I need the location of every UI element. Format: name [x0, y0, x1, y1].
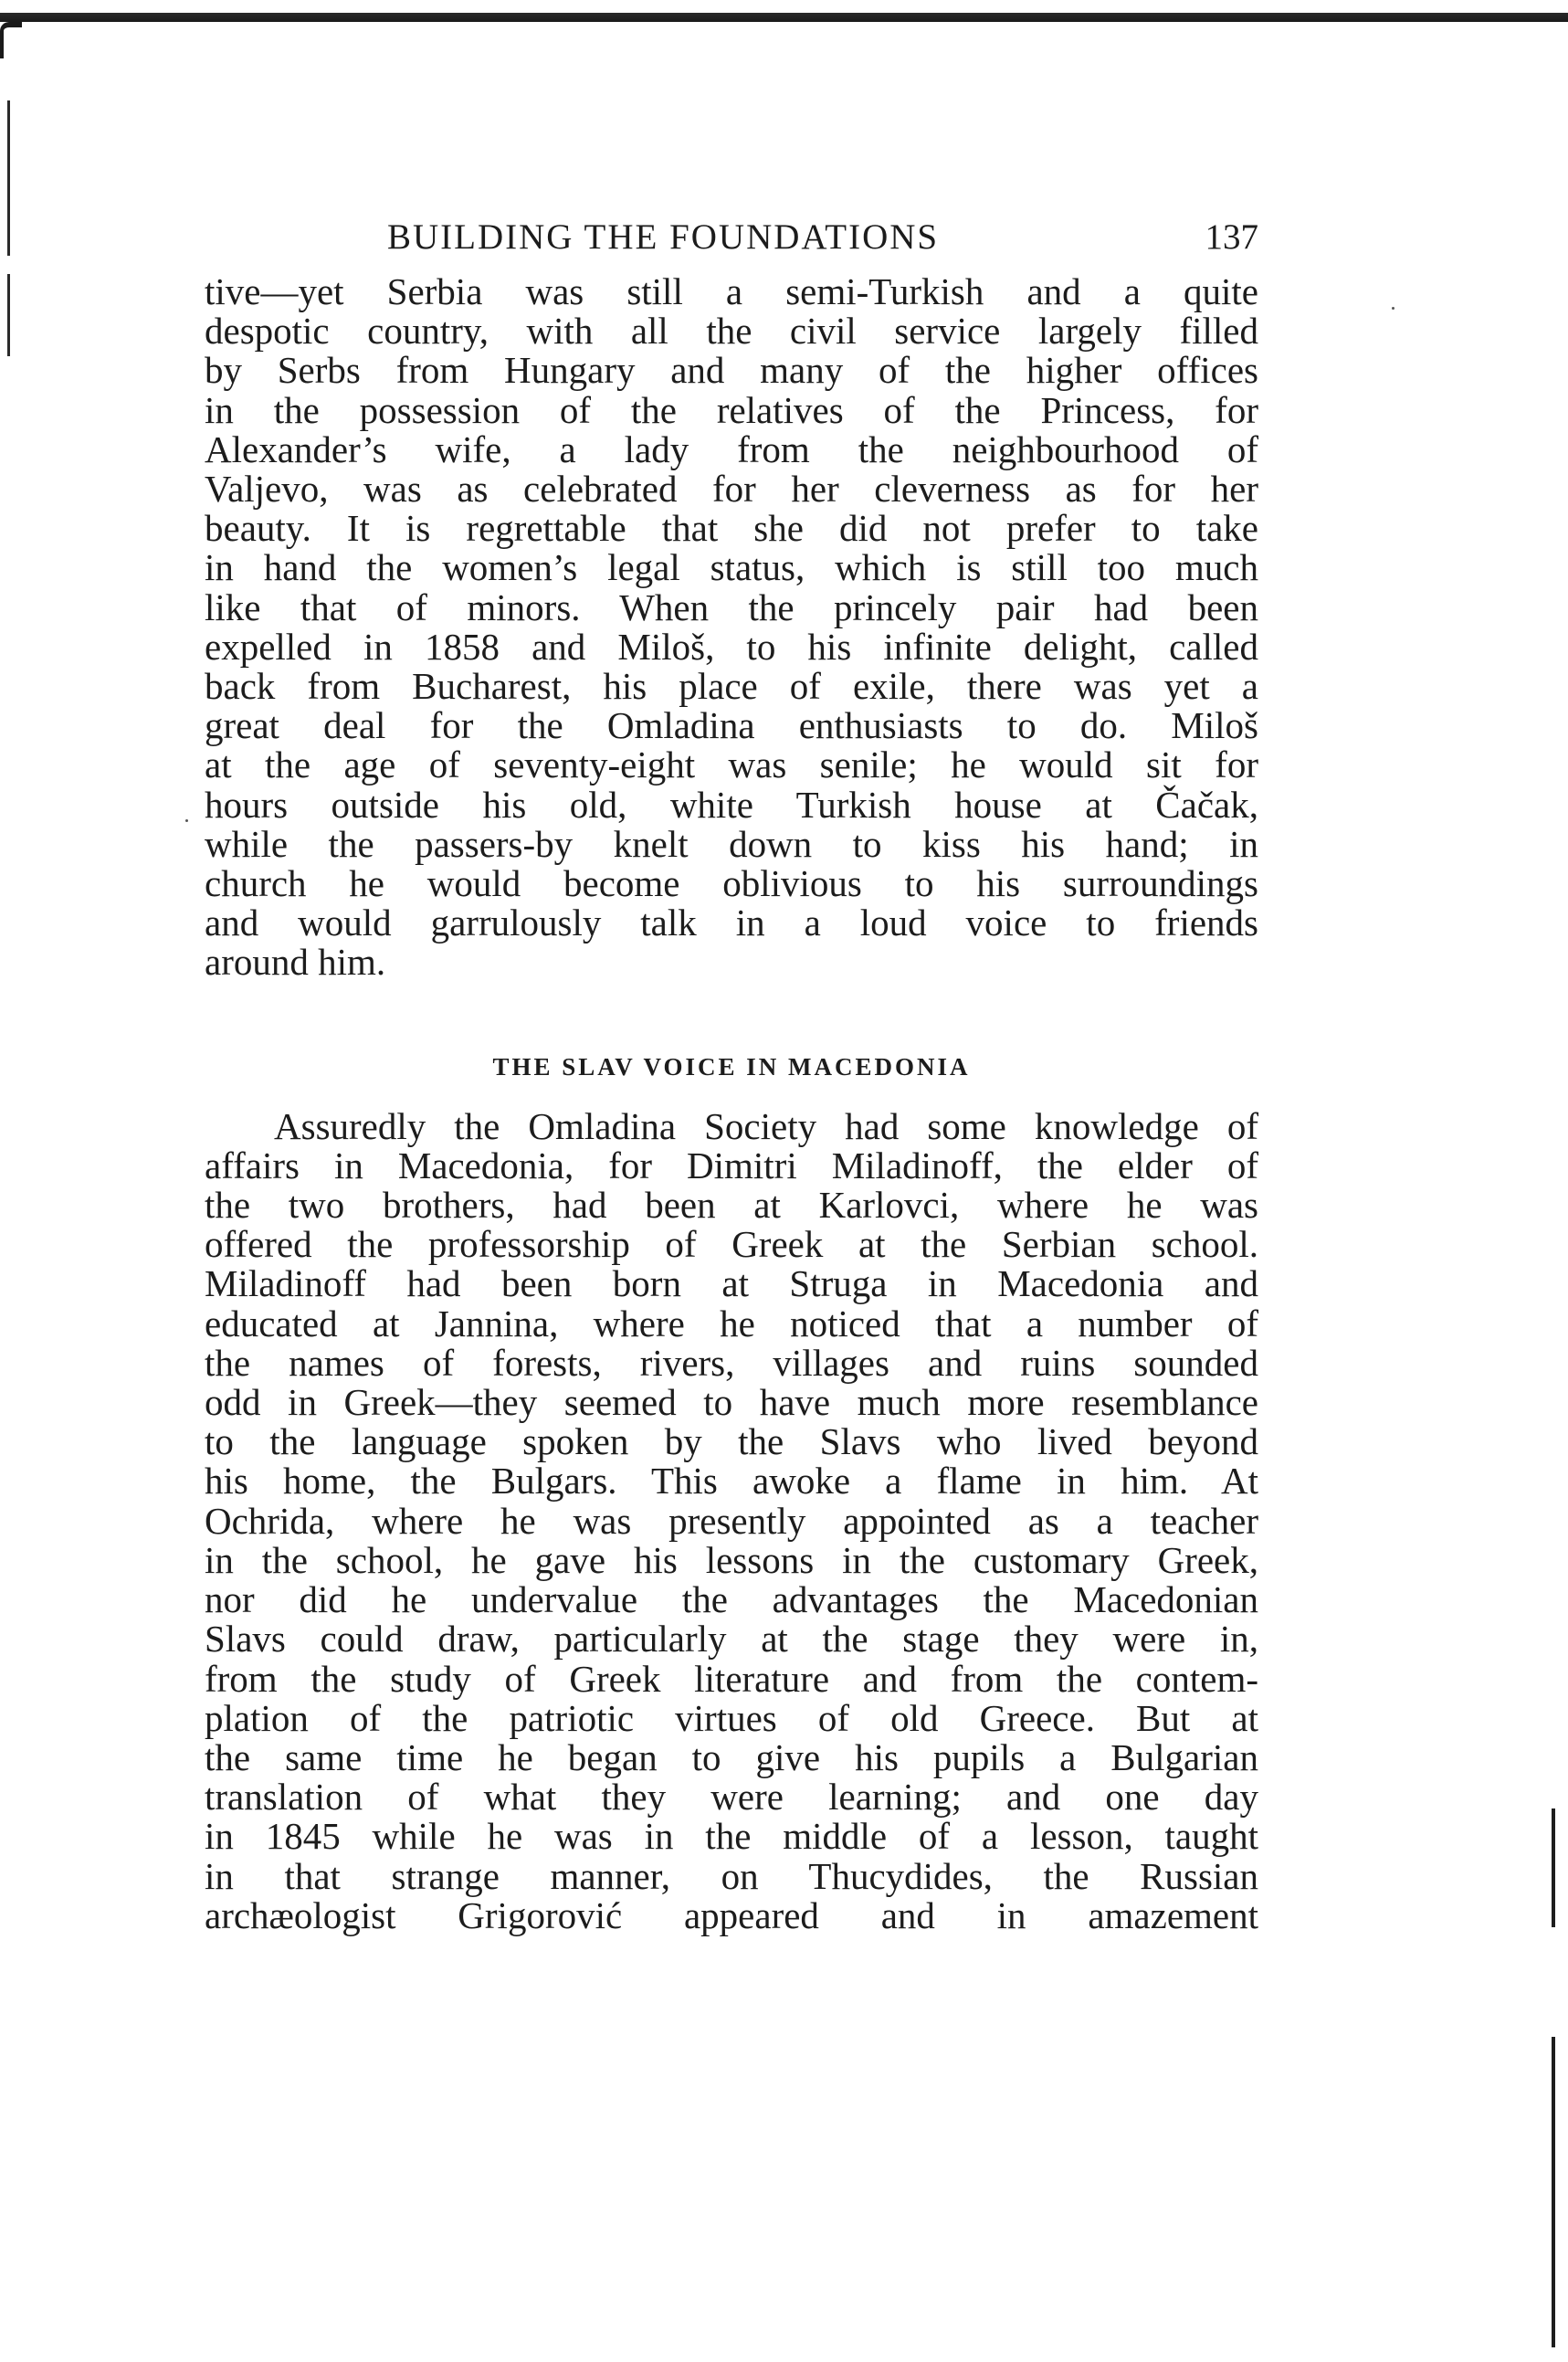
paragraph-continued: [205, 272, 1258, 983]
text-line: in the school, he gave his lessons in the customary Greek,: [205, 1538, 1258, 1581]
text-line: educated at Jannina, where he noticed that a number of: [205, 1302, 1258, 1344]
text-line: beauty. It is regrettable that she did not prefer to take: [205, 507, 1258, 550]
running-title: BUILDING THE FOUNDATIONS: [387, 217, 940, 257]
book-page: [205, 212, 1258, 1935]
paragraph: [205, 1104, 1258, 1936]
text-line: Slavs could draw, particularly at the stage they were in,: [205, 1618, 1258, 1661]
text-line: in the possession of the relatives of the Princess, for: [205, 388, 1258, 431]
text-line: plation of the patriotic virtues of old Greece. But at: [205, 1696, 1258, 1739]
text-line: affairs in Macedonia, for Dimitri Miladinoff, the elder of: [205, 1144, 1258, 1186]
scan-top-left-corner: [0, 22, 22, 58]
text-line: his home, the Bulgars. This awoke a flame in him. At: [205, 1460, 1258, 1503]
text-line: and would garrulously talk in a loud voice to friends: [205, 902, 1258, 944]
scan-speck: [1392, 307, 1394, 310]
text-line: in hand the women’s legal status, which is still too much: [205, 546, 1258, 589]
text-line: the same time he began to give his pupils a Bulgarian: [205, 1735, 1258, 1778]
section-heading: THE SLAV VOICE IN MACEDONIA: [492, 1052, 971, 1081]
text-line: Miladinoff had been born at Struga in Macedonia and: [205, 1262, 1258, 1305]
scan-top-edge-rule: [0, 13, 1568, 22]
scan-right-edge-mark: [1552, 2037, 1555, 2347]
text-line: by Serbs from Hungary and many of the higher offices: [205, 349, 1258, 392]
text-line: church he would become oblivious to his surroundings: [205, 862, 1258, 905]
text-line: archæologist Grigorović appeared and in amazement: [205, 1893, 1258, 1936]
text-line: in 1845 while he was in the middle of a lesson, taught: [205, 1815, 1258, 1858]
text-line: while the passers-by knelt down to kiss his hand; in: [205, 822, 1258, 865]
text-line: the two brothers, had been at Karlovci, where he was: [205, 1184, 1258, 1227]
page-number: 137: [1205, 217, 1258, 257]
text-line: despotic country, with all the civil service largely filled: [205, 310, 1258, 353]
scan-left-edge-mark: [7, 100, 10, 256]
text-line: nor did he undervalue the advantages the Macedonian: [205, 1578, 1258, 1621]
text-line: translation of what they were learning; and one day: [205, 1776, 1258, 1819]
text-line: odd in Greek—they seemed to have much more resemblance: [205, 1381, 1258, 1424]
text-line: in that strange manner, on Thucydides, the Russian: [205, 1854, 1258, 1897]
scan-speck: [185, 819, 188, 822]
text-line: offered the professorship of Greek at the Serbian school.: [205, 1223, 1258, 1266]
text-line: from the study of Greek literature and from the contem-: [205, 1657, 1258, 1700]
text-line: back from Bucharest, his place of exile, there was yet a: [205, 665, 1258, 708]
text-line: around him.: [205, 941, 386, 984]
text-line: tive—yet Serbia was still a semi-Turkish and a quite: [205, 270, 1258, 312]
text-line: to the language spoken by the Slavs who lived beyond: [205, 1420, 1258, 1463]
text-line: Ochrida, where he was presently appointed as a teacher: [205, 1499, 1258, 1542]
text-line: great deal for the Omladina enthusiasts to do. Miloš: [205, 704, 1258, 747]
text-line: Valjevo, was as celebrated for her cleverness as for her: [205, 468, 1258, 511]
text-line: the names of forests, rivers, villages and ruins sounded: [205, 1341, 1258, 1384]
text-line: Alexander’s wife, a lady from the neighbourhood of: [205, 427, 1258, 470]
scan-left-edge-mark: [7, 274, 10, 356]
text-line: hours outside his old, white Turkish house at Čačak,: [205, 783, 1258, 826]
text-line: expelled in 1858 and Miloš, to his infinite delight, called: [205, 625, 1258, 668]
scan-right-edge-mark: [1552, 1808, 1555, 1927]
text-line: like that of minors. When the princely pair had been: [205, 585, 1258, 628]
text-line: Assuredly the Omladina Society had some knowledge of: [274, 1104, 1258, 1147]
running-head: [205, 212, 1258, 263]
text-line: at the age of seventy-eight was senile; he would sit for: [205, 743, 1258, 786]
